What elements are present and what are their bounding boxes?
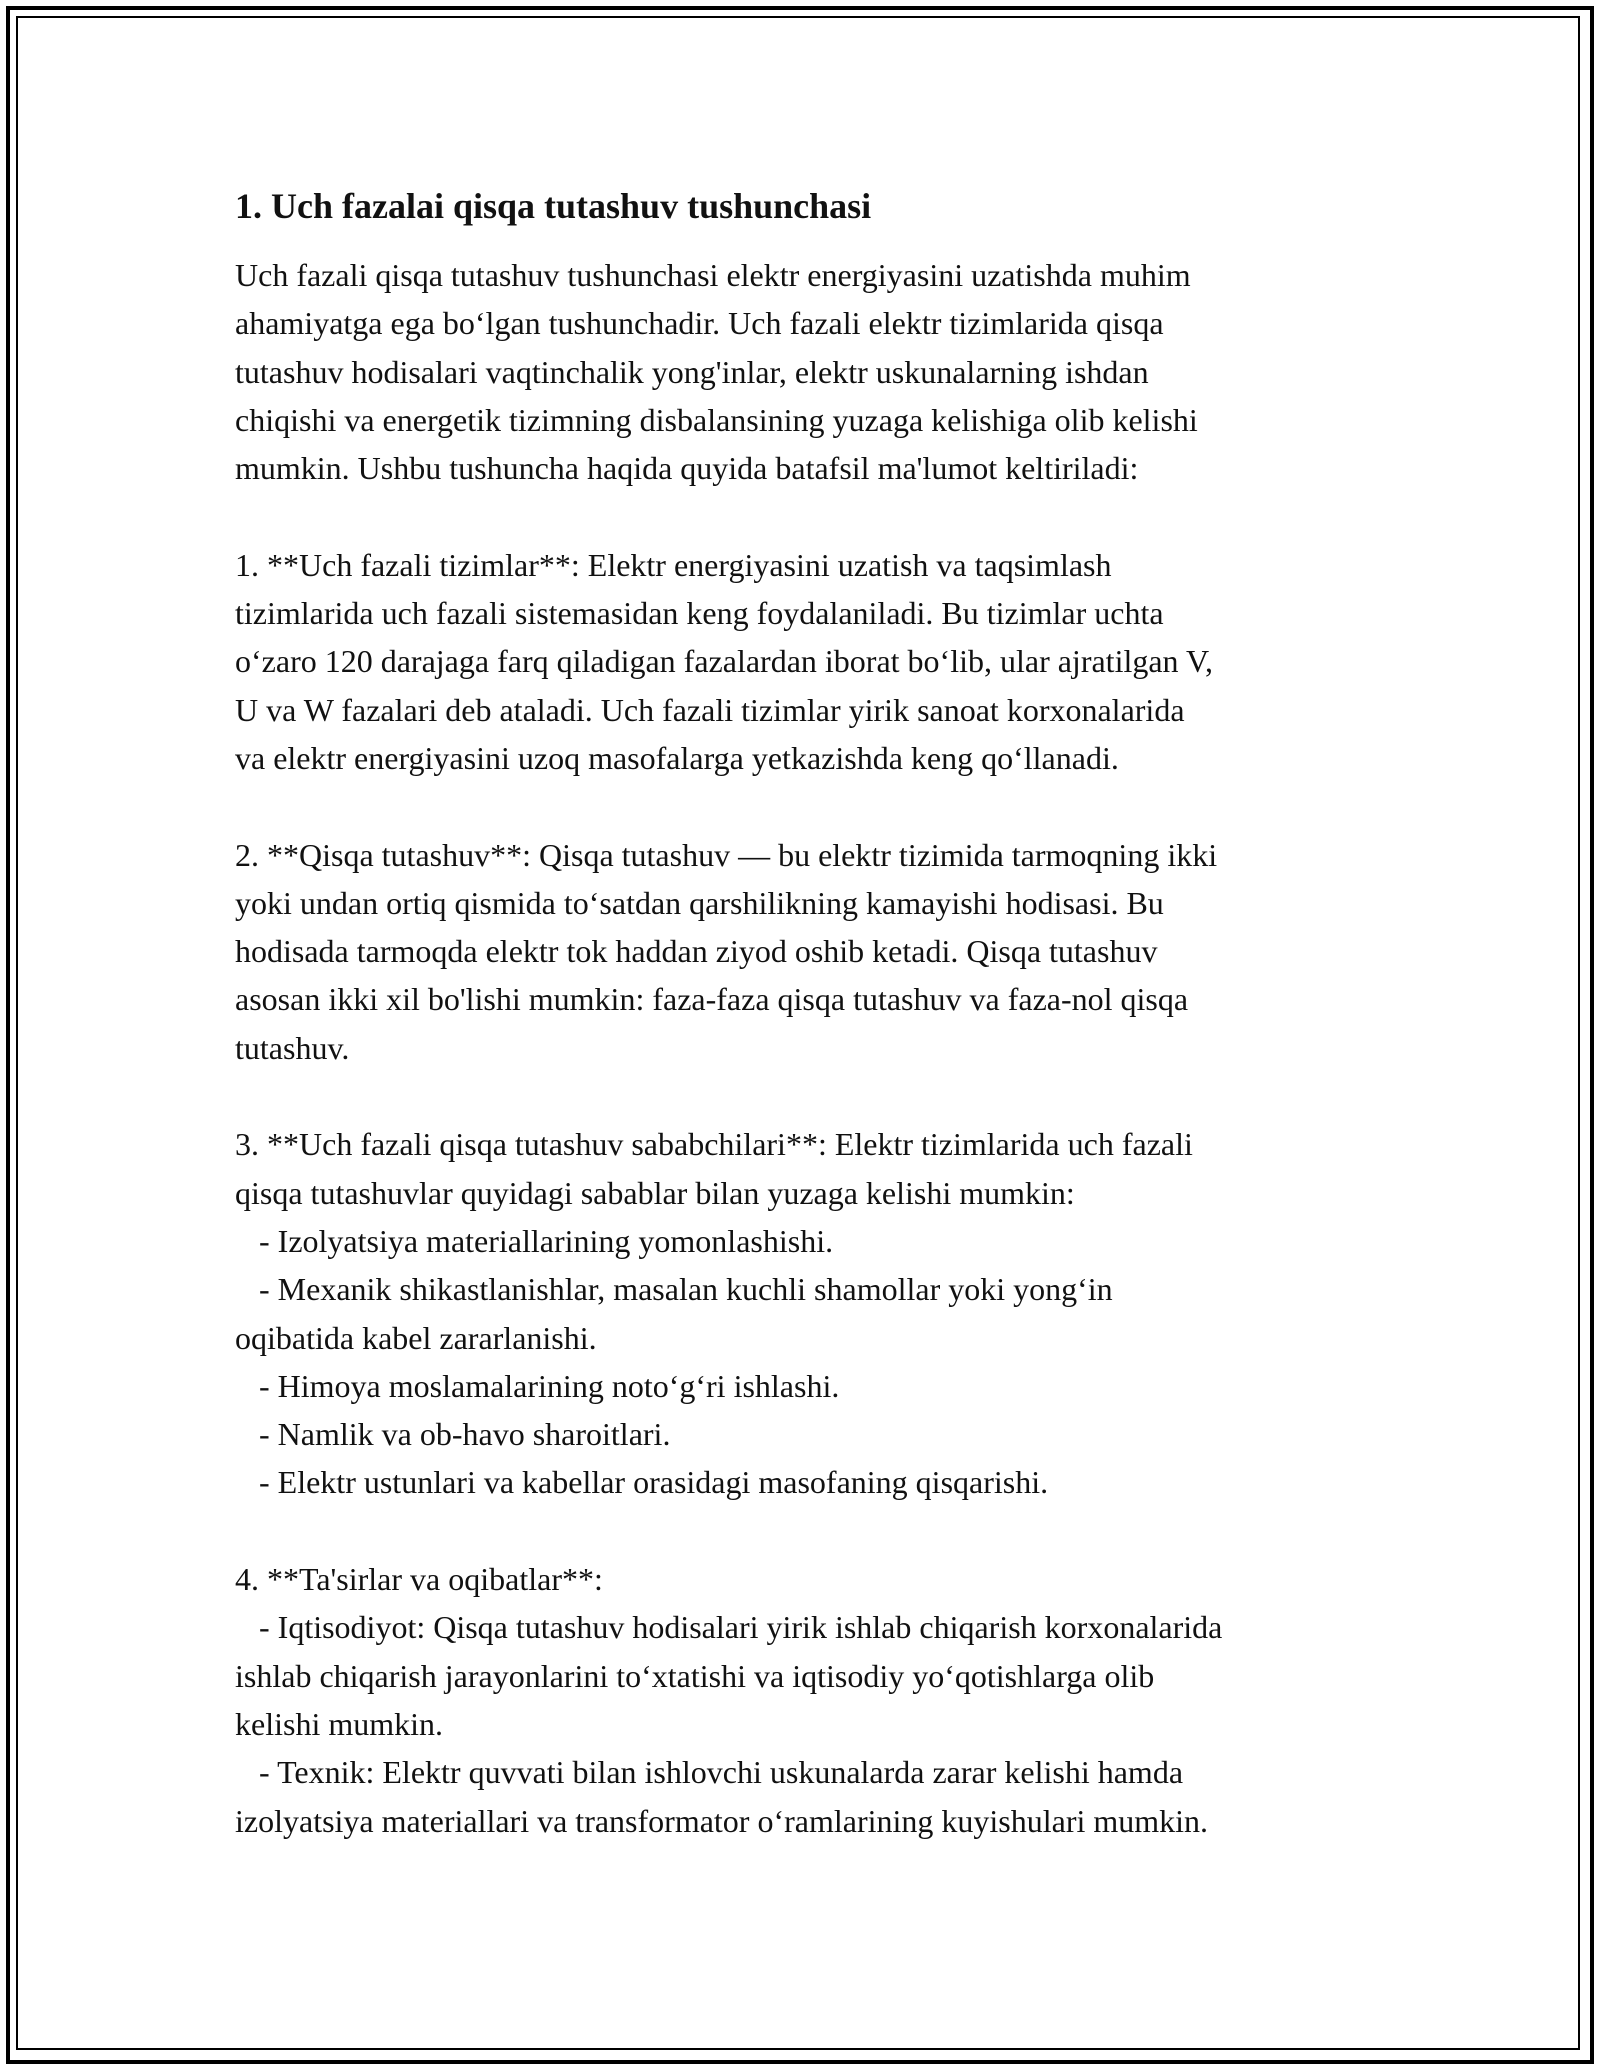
text-line: - Elektr ustunlari va kabellar orasidagi masofaning qisqarishi. (235, 1464, 1049, 1501)
text-line: 3. **Uch fazali qisqa tutashuv sababchilari**: Elektr tizimlarida uch fazali (235, 1126, 1193, 1163)
text-line: va elektr energiyasini uzoq masofalarga yetkazishda keng qoʻllanadi. (235, 739, 1119, 776)
text-line: Uch fazali qisqa tutashuv tushunchasi elektr energiyasini uzatishda muhim (235, 257, 1191, 293)
text-line: 1. **Uch fazali tizimlar**: Elektr energiyasini uzatish va taqsimlash (235, 546, 1112, 583)
text-line: oqibatida kabel zararlanishi. (235, 1319, 597, 1356)
text-line: yoki undan ortiq qismida toʻsatdan qarshilikning kamayishi hodisasi. Bu (235, 884, 1164, 921)
text-line: - Izolyatsiya materiallarining yomonlashishi. (235, 1222, 834, 1259)
text-line: U va W fazalari deb ataladi. Uch fazali tizimlar yirik sanoat korxonalarida (235, 691, 1185, 728)
text-line: tutashuv. (235, 1029, 350, 1066)
text-line: hodisada tarmoqda elektr tok haddan ziyod oshib ketadi. Qisqa tutashuv (235, 933, 1158, 970)
text-line: - Iqtisodiyot: Qisqa tutashuv hodisalari yirik ishlab chiqarish korxonalarida (235, 1609, 1223, 1646)
text-line: - Texnik: Elektr quvvati bilan ishlovchi uskunalarda zarar kelishi hamda (235, 1754, 1184, 1791)
text-line: izolyatsiya materiallari va transformator oʻramlarining kuyishulari mumkin. (235, 1802, 1209, 1839)
document-text (235, 251, 1395, 1845)
text-line (235, 1072, 1395, 1120)
text-line: 2. **Qisqa tutashuv**: Qisqa tutashuv — bu elektr tizimida tarmoqning ikki (235, 836, 1218, 873)
text-line: oʻzaro 120 darajaga farq qiladigan fazalardan iborat boʻlib, ular ajratilgan V, (235, 643, 1213, 680)
text-line: ahamiyatga ega boʻlgan tushunchadir. Uch fazali elektr tizimlarida qisqa (235, 305, 1164, 342)
text-line: - Himoya moslamalarining notoʻgʻri ishlashi. (235, 1367, 840, 1404)
text-line: qisqa tutashuvlar quyidagi sabablar bilan yuzaga kelishi mumkin: (235, 1174, 1075, 1211)
text-line: tutashuv hodisalari vaqtinchalik yong'inlar, elektr uskunalarning ishdan (235, 353, 1149, 390)
text-line: chiqishi va energetik tizimning disbalansining yuzaga kelishiga olib kelishi (235, 401, 1198, 438)
text-line (235, 1507, 1395, 1555)
text-line (235, 492, 1395, 540)
text-line: 4. **Ta'sirlar va oqibatlar**: (235, 1561, 603, 1598)
text-line: kelishi mumkin. (235, 1705, 443, 1742)
document-body (235, 183, 1395, 1845)
text-line: tizimlarida uch fazali sistemasidan keng foydalaniladi. Bu tizimlar uchta (235, 595, 1164, 632)
text-line: asosan ikki xil bo'lishi mumkin: faza-faza qisqa tutashuv va faza-nol qisqa (235, 981, 1189, 1018)
text-line: ishlab chiqarish jarayonlarini toʻxtatishi va iqtisodiy yoʻqotishlarga olib (235, 1657, 1155, 1694)
document-title: 1. Uch fazalai qisqa tutashuv tushunchasi (235, 186, 872, 226)
text-line: - Namlik va ob-havo sharoitlari. (235, 1416, 671, 1453)
text-line (235, 782, 1395, 830)
text-line: mumkin. Ushbu tushuncha haqida quyida batafsil ma'lumot keltiriladi: (235, 450, 1139, 487)
text-line: - Mexanik shikastlanishlar, masalan kuchli shamollar yoki yongʻin (235, 1271, 1113, 1308)
